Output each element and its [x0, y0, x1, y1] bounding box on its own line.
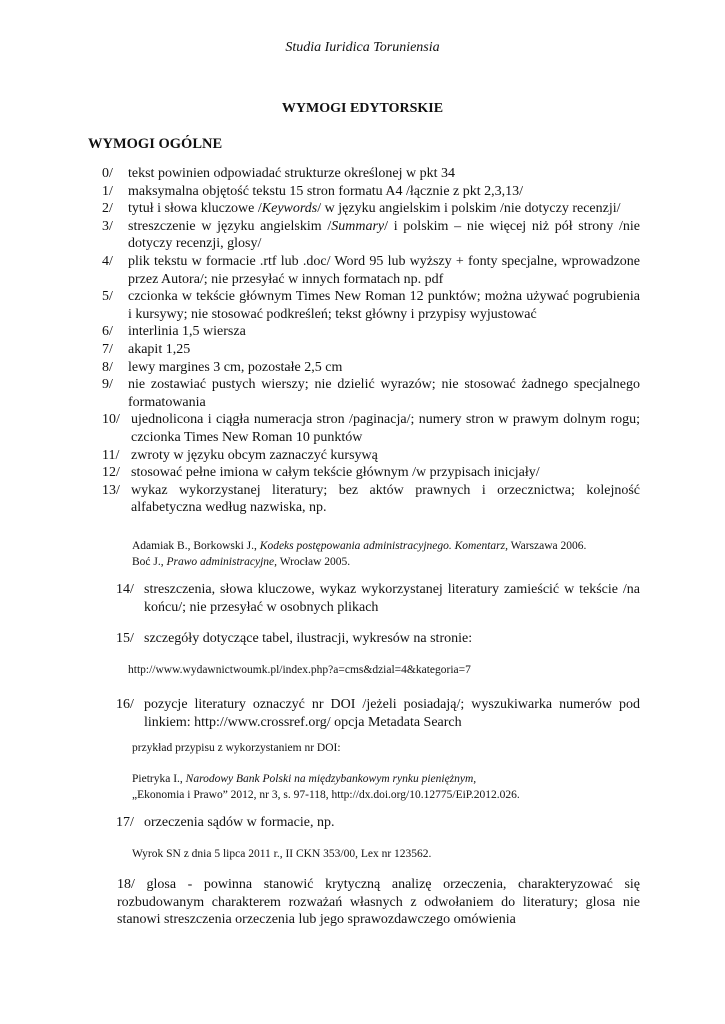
list-item	[102, 447, 640, 465]
item-text: tekst powinien odpowiadać strukturze określonej w pkt 34	[128, 166, 455, 181]
item-15	[116, 630, 640, 648]
list-item	[102, 341, 640, 359]
item-text: orzeczenia sądów w formacie, np.	[144, 815, 335, 830]
item-number: 16/	[116, 697, 134, 712]
item-text: pozycje literatury oznaczyć nr DOI /jeżeli posiadają/; wyszukiwarka numerów pod linkiem: http://www.crossref.org/ opcja Metadata Search	[144, 697, 640, 730]
journal-name: Studia Iuridica Toruniensia	[285, 40, 440, 55]
list-item	[102, 323, 640, 341]
doi-example: Pietryka I., Narodowy Bank Polski na międzybankowym rynku pieniężnym, „Ekonomia i Prawo” 2012, nr 3, s. 97-118, http://dx.doi.org/10.12775/EiP.2012.026.	[132, 773, 520, 801]
item-number: 9/	[102, 377, 113, 393]
literature-examples	[132, 539, 586, 570]
item-text: streszczenia, słowa kluczowe, wykaz wykorzystanej literatury zamieścić w tekście /na końcu/; nie przesyłać w osobnych plikach	[144, 582, 640, 615]
item-number: 2/	[102, 201, 113, 217]
list-item	[102, 482, 640, 517]
item-text: interlinia 1,5 wiersza	[128, 324, 246, 340]
item-text: czcionka w tekście głównym Times New Roman 12 punktów; można używać pogrubienia i kursywy; nie stosować podkreśleń; tekst główny i przypisy wyjustować	[128, 289, 640, 322]
item-number: 6/	[102, 324, 113, 340]
item-text: ujednolicona i ciągła numeracja stron /paginacja/; numery stron w prawym dolnym rogu; czcionka Times New Roman 10 punktów	[131, 412, 640, 445]
doi-note: przykład przypisu z wykorzystaniem nr DOI:	[132, 742, 341, 754]
item-text: plik tekstu w formacie .rtf lub .doc/ Word 95 lub wyższy + fonty specjalne, wprowadzone przez Autora/; nie przesyłać w innych formatach np. pdf	[128, 253, 640, 287]
item-number: 5/	[102, 289, 113, 305]
item-text: stosować pełne imiona w całym tekście głównym /w przypisach inicjały/	[131, 465, 540, 481]
item-text: nie zostawiać pustych wierszy; nie dzielić wyrazów; nie stosować żadnego specjalnego formatowania	[128, 377, 640, 410]
reference-entry: Boć J., Prawo administracyjne, Wrocław 2005.	[132, 555, 351, 568]
item-number: 4/	[102, 253, 113, 269]
document-title: WYMOGI EDYTORSKIE	[281, 101, 444, 116]
item-number: 17/	[116, 815, 134, 830]
item-text: tytuł i słowa kluczowe /Keywords/ w języku angielskim i polskim /nie dotyczy recenzji/	[128, 201, 621, 217]
reference-entry: Adamiak B., Borkowski J., Kodeks postępowania administracyjnego. Komentarz, Warszawa 2006.	[132, 540, 587, 552]
list-item	[102, 411, 640, 446]
list-item	[102, 200, 640, 218]
list-item	[102, 218, 640, 253]
item-text: maksymalna objętość tekstu 15 stron formatu A4 /łącznie z pkt 2,3,13/	[128, 183, 524, 199]
item-number: 10/	[102, 412, 120, 428]
list-item	[102, 359, 640, 377]
item-number: 7/	[102, 341, 113, 357]
list-item	[102, 253, 640, 288]
item-text: lewy margines 3 cm, pozostałe 2,5 cm	[128, 359, 343, 375]
item-number: 14/	[116, 582, 134, 597]
list-item	[102, 183, 640, 201]
item-text: wykaz wykorzystanej literatury; bez aktów prawnych i orzecznictwa; kolejność alfabetyczna według nazwiska, np.	[131, 482, 640, 516]
ruling-example: Wyrok SN z dnia 5 lipca 2011 r., II CKN 353/00, Lex nr 123562.	[132, 848, 432, 860]
list-item	[102, 464, 640, 482]
list-item	[102, 165, 640, 183]
tables-guidelines-link[interactable]: http://www.wydawnictwoumk.pl/index.php?a=cms&dzial=4&kategoria=7	[128, 664, 471, 676]
item-number: 13/	[102, 482, 120, 498]
section-heading: WYMOGI OGÓLNE	[88, 136, 223, 152]
item-text: streszczenie w języku angielskim /Summary/ i polskim – nie więcej niż pół strony /nie dotyczy recenzji, glosy/	[128, 218, 640, 252]
item-text: zwroty w języku obcym zaznaczyć kursywą	[131, 447, 378, 463]
item-16	[116, 696, 640, 731]
item-number: 12/	[102, 465, 120, 481]
requirements-list	[102, 165, 640, 517]
item-text: akapit 1,25	[128, 341, 191, 357]
item-number: 3/	[102, 218, 113, 234]
item-18: 18/ glosa - powinna stanowić krytyczną analizę orzeczenia, charakteryzować się rozbudowanym charakterem rozważań własnych z odwołaniem do literatury; glosa nie stanowi streszczenia orzeczenia lub jego sprawozdawczego omówienia	[117, 877, 640, 928]
item-number: 15/	[116, 631, 134, 646]
list-item	[102, 288, 640, 323]
item-number: 0/	[102, 166, 113, 181]
item-number: 11/	[102, 447, 120, 463]
item-number: 8/	[102, 359, 113, 375]
item-number: 1/	[102, 183, 113, 199]
item-14	[116, 581, 640, 616]
item-17	[116, 814, 640, 832]
list-item	[102, 376, 640, 411]
item-text: szczegóły dotyczące tabel, ilustracji, wykresów na stronie:	[144, 631, 473, 646]
